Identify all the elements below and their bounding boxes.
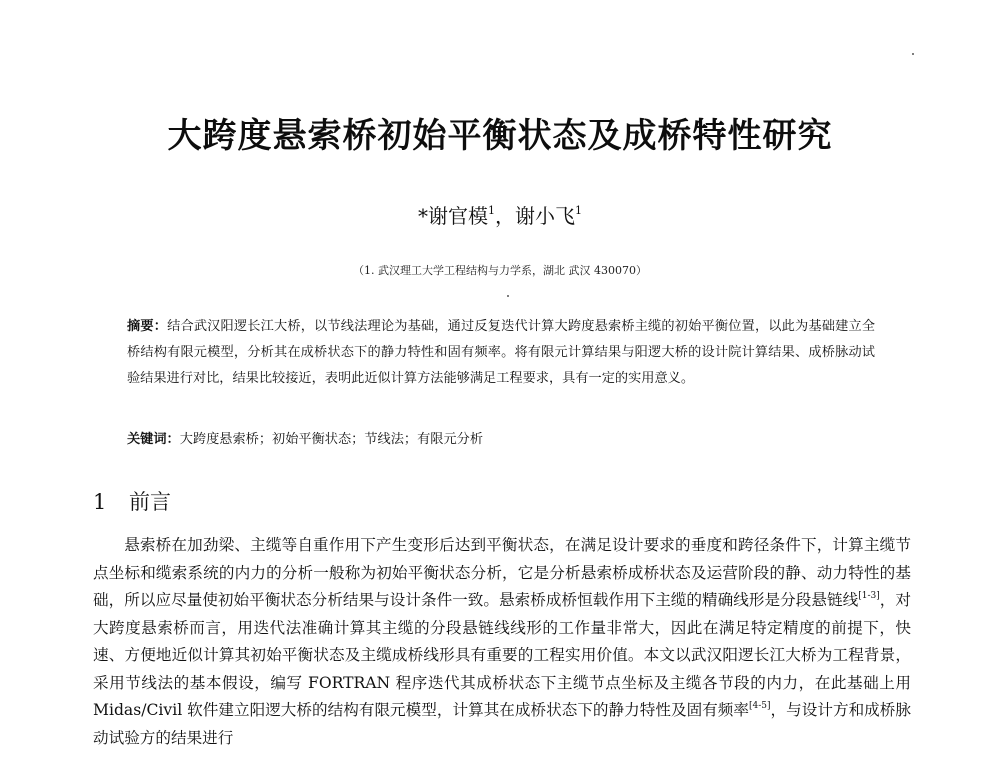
section-heading [93, 486, 171, 516]
citation: [1-3] [858, 591, 880, 601]
body-text-part: 悬索桥在加劲梁、主缆等自重作用下产生变形后达到平衡状态，在满足设计要求的垂度和跨径条件下，计算主缆节点坐标和缆索系统的内力的分析一般称为初始平衡状态分析，它是分析悬索桥成桥状态及运营阶段的静、动力特性的基础，所以应尽量使初始平衡状态分析结果与设计条件一致。悬索桥成桥恒载作用下主缆的精确线形是分段悬链线 [93, 536, 911, 609]
corresponding-mark: * [418, 204, 428, 228]
affiliation: （1. 武汉理工大学工程结构与力学系，湖北 武汉 430070） [353, 264, 647, 277]
body-text-part: ，与设计方和成桥脉动试验方的结果进行 [93, 701, 911, 747]
author-name: 谢小飞 [515, 204, 575, 228]
affiliation-marker: 1 [575, 204, 582, 217]
abstract-text: 结合武汉阳逻长江大桥，以节线法理论为基础，通过反复迭代计算大跨度悬索桥主缆的初始平衡位置，以此为基础建立全桥结构有限元模型，分析其在成桥状态下的静力特性和固有频率。将有限元计算结果与阳逻大桥的设计院计算结果、成桥脉动试验结果进行对比，结果比较接近，表明此近似计算方法能够满足工程要求，具有一定的实用意义。 [127, 319, 876, 386]
affiliation-marker: 1 [488, 204, 495, 217]
body-text [93, 532, 911, 752]
keywords [127, 430, 875, 450]
author-line [0, 200, 1000, 229]
paragraph [93, 532, 911, 752]
keywords-label: 关键词： [127, 432, 180, 447]
scan-speck [912, 53, 914, 55]
scan-speck [507, 295, 509, 297]
section-title: 前言 [129, 490, 171, 514]
keywords-text: 大跨度悬索桥；初始平衡状态；节线法；有限元分析 [179, 432, 484, 447]
abstract-label: 摘要： [127, 319, 168, 334]
author-name: 谢官模 [428, 204, 488, 228]
citation: [4-5] [749, 701, 771, 711]
abstract [127, 314, 875, 392]
author-separator: ， [495, 204, 515, 228]
paper-title: 大跨度悬索桥初始平衡状态及成桥特性研究 [167, 116, 833, 156]
body-text-part: ，对大跨度悬索桥而言，用迭代法准确计算其主缆的分段悬链线线形的工作量非常大，因此在满足特定精度的前提下，快速、方便地近似计算其初始平衡状态及主缆成桥线形具有重要的工程实用价值。本文以武汉阳逻长江大桥为工程背景，采用节线法的基本假设，编写 FORTRAN 程序迭代其成桥状态下主缆节点坐标及主缆各节段的内力，在此基础上用 Midas/Civil 软件建立阳逻大桥的结构有限元模型，计算其在成桥状态下的静力特性及固有频率 [93, 591, 911, 719]
section-number: 1 [93, 490, 107, 514]
